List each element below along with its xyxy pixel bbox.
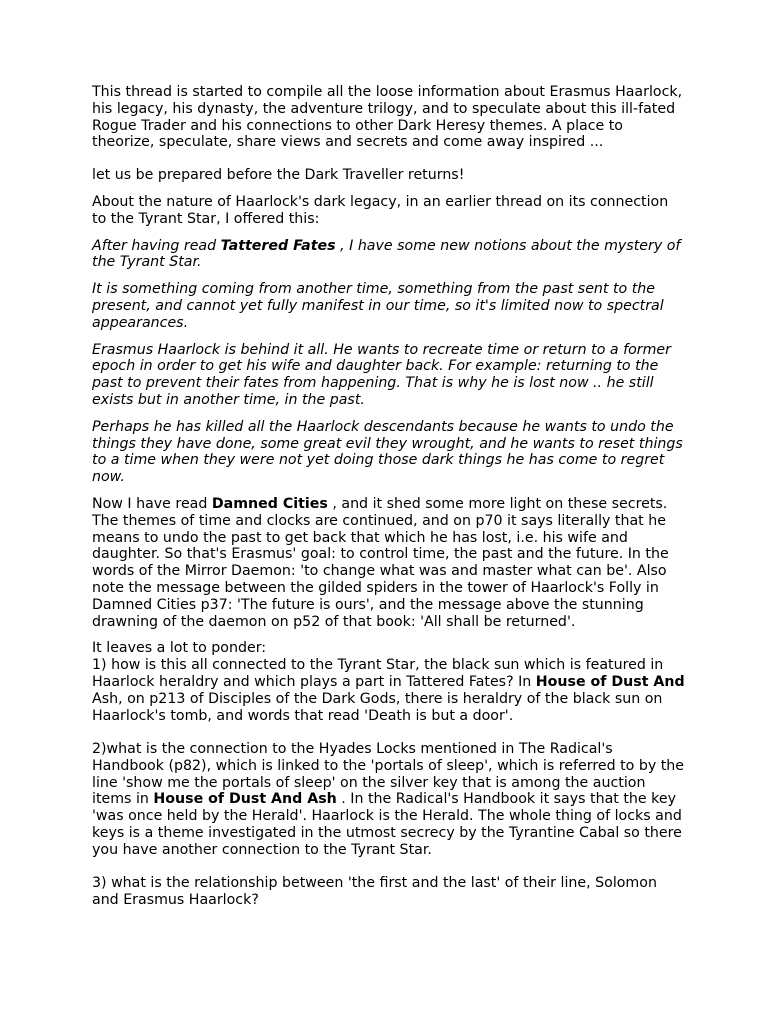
spacer (92, 859, 686, 876)
quote1-text-pre: After having read (92, 237, 221, 254)
ponder-line: It leaves a lot to ponder: (92, 640, 267, 657)
about-paragraph: About the nature of Haarlock's dark legacy, in an earlier thread on its connection to the Tyrant Star, I offered this: (92, 193, 669, 227)
questions-block (92, 640, 686, 909)
quote-paragraph-1 (92, 238, 686, 272)
book-title-house-of-dust-and-ash: House of Dust And Ash (153, 791, 337, 808)
damned-cities-paragraph (92, 496, 686, 630)
now-text-pre: Now I have read (92, 495, 212, 512)
q1-text-pre: 1) how is this all connected to the Tyrant Star, the black sun which is featured in Haarlock heraldry and which plays a part in Tattered Fates? In (92, 657, 664, 690)
question-2 (92, 741, 686, 859)
now-text-post: , and it shed some more light on these secrets. The themes of time and clocks are continued, and on p70 it says literally that he means to undo the past to get back that which he has lost, i.e. his wife and daughter. So that's Erasmus' goal: to control time, the past and the future. In the words of the Mirror Daemon: 'to change what was and master what can be'. Also note the message between the gilded spiders in the tower of Haarlock's Folly in Damned Cities p37: 'The future is ours', and the message above the stunning drawning of the daemon on p52 of that book: 'All shall be returned'. (92, 495, 669, 630)
quote-paragraph-2: It is something coming from another time, something from the past sent to the present, and cannot yet fully manifest in our time, so it's limited now to spectral appearances. (92, 281, 664, 331)
spacer (92, 724, 686, 741)
book-title-tattered-fates: Tattered Fates (220, 237, 336, 254)
q2-text-post: . In the Radical's Handbook it says that the key 'was once held by the Herald'. Haarlock is the Herald. The whole thing of locks and keys is a theme investigated in the utmost secrecy by the Tyrantine Cabal so there you have another connection to the Tyrant Star. (92, 791, 682, 858)
quote-paragraph-4: Perhaps he has killed all the Haarlock descendants because he wants to undo the things they have done, some great evil they wrought, and he wants to reset things to a time when they were not yet doing those dark things he has come to regret now. (92, 418, 683, 486)
book-title-house-of-dust: House of Dust And (535, 673, 685, 690)
book-title-damned-cities: Damned Cities (211, 495, 328, 512)
intro-paragraph: This thread is started to compile all the loose information about Erasmus Haarlock, his legacy, his dynasty, the adventure trilogy, and to speculate about this ill-fated Rogue Trader and his connections to other Dark Heresy themes. A place to theorize, speculate, share views and secrets and come away inspired ... (92, 84, 683, 151)
document-page (92, 84, 686, 919)
q1-text-post: Ash, on p213 of Disciples of the Dark Gods, there is heraldry of the black sun on Haarlock's tomb, and words that read 'Death is but a door'. (92, 690, 663, 724)
q2-text-pre: 2)what is the connection to the Hyades Locks mentioned in The Radical's Handbook (p82), which is linked to the 'portals of sleep', which is referred to by the line 'show me the portals of sleep' on the silver key that is among the auction items in (92, 741, 685, 808)
prepared-line: let us be prepared before the Dark Traveller returns! (92, 167, 465, 184)
quote1-text-post: , I have some new notions about the mystery of the Tyrant Star. (92, 237, 681, 271)
question-3: 3) what is the relationship between 'the first and the last' of their line, Solomon and Erasmus Haarlock? (92, 875, 657, 909)
quote-paragraph-3: Erasmus Haarlock is behind it all. He wants to recreate time or return to a former epoch in order to get his wife and daughter back. For example: returning to the past to prevent their fates from happening. That is why he is lost now .. he still exists but in another time, in the past. (92, 341, 671, 408)
question-1 (92, 657, 686, 724)
